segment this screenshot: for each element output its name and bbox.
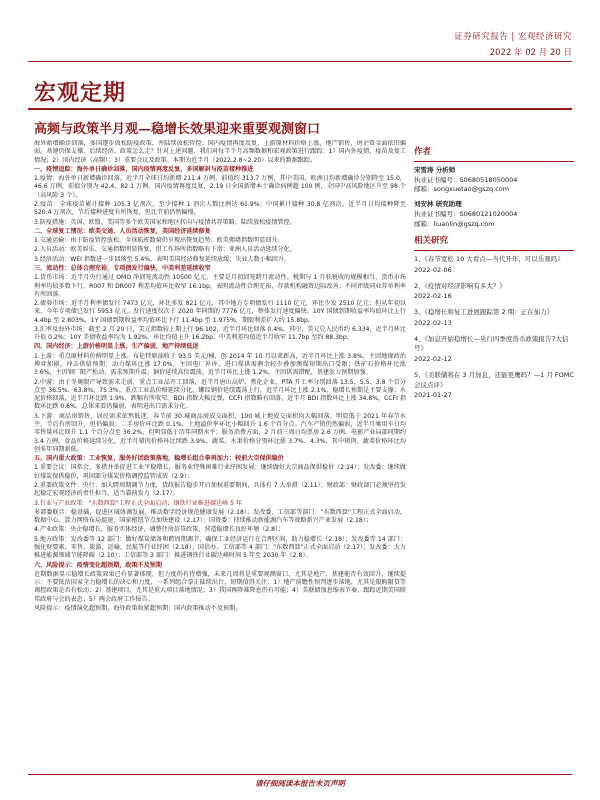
report-type: 证券研究报告 | 宏观经济研究 bbox=[454, 32, 572, 42]
related-report-date: 2022-02-13 bbox=[414, 318, 452, 327]
section-heading: 五、国内重大政策：工业恢复，服务好团政策落地，稳增长组合拳再加力；较前大宗保供稳价 bbox=[34, 455, 284, 463]
intro-paragraph: 海外新增确诊回落，多国逐步放松防疫政策，并陆续放松管控；国内疫情再度反复，上游原材料价格上涨，地产销售，房企资金面依旧偏弱。基建仍保支撑，后续经济、政策怎么走？针对上述问题，我们对每半个月高频数据和宏观政策进行跟踪：1）国内外疫情，疫苗及复工情况；2）国内经济（高频）；3）重要会议及政策。本期为近半月（2022.2.8~2.20）以来的数据跟踪。 bbox=[34, 140, 406, 164]
related-report-date: 2022-02-06 bbox=[414, 265, 452, 274]
related-report-link[interactable]: 5、《美联储将在 3 月加息，还能更鹰吗？—1 月 FOMC 会议点评》 bbox=[414, 370, 574, 389]
main-body bbox=[34, 140, 406, 758]
body-paragraph: 2.人员活动：欧美娱乐、交通指数明显恢复，但工作场所指数略有下滑；亚洲人员活动延续分化。 bbox=[34, 246, 296, 254]
body-paragraph: 2.中游：由于冬奥限产导致需求走弱，重点工业品开工回落，近半月唐山高炉、焦化企业、PTA 开工率分别回落 13.5、5.5、3.8 个百分点至 36.5%、63.8%、75.3%。重点工业品价格延续分化，螺纹钢价延续震荡上行，近半月环比上涨 2.1%，稳增长预期是主要支撑；水泥价格回落，近半月环比跌 1.9%，跌幅有所收窄。BDI 指数大幅反弹，CCFI 指数略有回落，近半月 BDI 指数环比上涨 34.8%，CCFI 指数环比跌 0.6%，总体来看仍偏弱，表明进出口需求分化。 bbox=[34, 378, 406, 411]
risk-paragraph: 风险提示：疫情演化超预期、海外政策收紧超预期；国内政策推动不及预期。 bbox=[34, 604, 242, 612]
footer-divider bbox=[28, 774, 572, 775]
body-paragraph: 2.疫苗：全球疫苗累计接种 105.3 亿剂次，至少接种 1 剂次人数比例达 61.9%；中国累计接种 30.8 亿剂次，近半月日均接种降至 520.4 万剂次，节后接种进度有所恢复，但比节前仍然偏慢。 bbox=[34, 200, 406, 217]
body-paragraph: 1.上游：重点原材料价格明显上涨。布伦特原油收于 93.5 美元/桶，创 2014 年 10 月以来新高，近半月环比上涨 3.8%，主因地缘政治博弈加剧，冲击供给预期；动力煤环比涨 17.0%，主因电厂补库，进口煤供需剩余较少叠加澳煤短期出口受限；铁矿石价格环比涨 3.6%，主因钢厂限产松动，需求预期升温；铜价延续高位震荡，近半月环比上涨 1.2%，主因供需错配、基建发力预期加强。 bbox=[34, 352, 406, 377]
author-email[interactable]: 邮箱：songxuetao@gszq.com bbox=[414, 185, 510, 194]
related-report-date: 2022-02-16 bbox=[414, 292, 452, 301]
disclaimer-footer: 请仔细阅读本报告末页声明 bbox=[255, 779, 345, 788]
section-heading: 一、疫情追踪：海外单日确诊回落，国内疫情再度反复，多国解封与疫苗接种推进 bbox=[34, 165, 254, 173]
author-heading: 作者 bbox=[414, 146, 574, 162]
body-paragraph: 3.下游：商品房销售，居民需求依然低迷，春节前 30 城商品房成交面积、100 城土地成交面积均大幅回落，明显低于 2021 年春节水平，节后有所回升，但仍偏弱；二手房价环比跌 0.1%，土地溢价率环比小幅回升 1.6 个百分点。汽车产销仍然偏弱，近半月乘用车日均零售量环比回升 1.1 个百分点至 36.2%，但明显低于历年同期水平；服务消费方面，2 月前三周日均票房 2.6 万例，电影产业局部同期约 3.4 万例。食品价格延续分化，近半月猪肉价格环比续跌 3.9%，蔬菜、水果价格分别环比涨 3.7%、4.3%，其中猪肉、蔬菜价格环比均创多年同期新低。 bbox=[34, 412, 406, 453]
body-paragraph: 3.经济活动：WEI 指数进一步回落至 5.4%，表明美国经济修复延续放缓；失业人数小幅回升。 bbox=[34, 255, 291, 263]
body-paragraph: 2.重要政策文件：央行：加大跨周期调节力度，货政报告稳步开启加权重要期间，具体有 7 大举措（2.11）；财政部：财政部门必须坚持发起稳定宏观经济的责任担当，适当靠前发力（2.17）； bbox=[34, 481, 406, 498]
author-cert: 执业证书编号：S0680518050004 bbox=[414, 175, 518, 184]
sidebar bbox=[414, 140, 574, 407]
body-paragraph: 4.产业政策：央企稳增长，服务实体经济，调整住房信贷政策，营造稳增长良好环境（2.8）； bbox=[34, 526, 285, 534]
body-paragraph: 3.防疫措施：英国、欧盟、美国等多个欧美国家和地区转向与疫情共存策略，陆续放松疫情管控。 bbox=[34, 218, 296, 226]
section-heading: 四、国内经济：上游价格明显上涨，生产偏弱，地产持续低迷 bbox=[34, 343, 199, 351]
related-report-date: 2021-01-27 bbox=[414, 391, 452, 400]
author-name: 宋雪涛 分析师 bbox=[414, 165, 456, 174]
body-paragraph: 多部委联合：稳基础，促进区域协调发展、推动数字经济规范健康发展（2.18）；发改委、工信部等部门："东数西算"工程正式全面启动，数据中心、算力网络布局提速，国家枢纽节点加快建设（2.17）；国资委：持续推动新能源汽车等战略新兴产业发展（2.18）； bbox=[34, 508, 406, 525]
title-divider bbox=[28, 108, 572, 110]
page-title: 宏观定期 bbox=[34, 80, 127, 106]
section-heading: 二、全球复工情况：欧美交通、人员活动恢复，美国经济延续修复 bbox=[34, 227, 211, 235]
body-paragraph: 近期数据显示稳增长政策效果已有显著体现，但力度仍有待增强，未来几周将是重要观测窗口，尤其是地产、基建能否有效回升，继续提示：不要低估国家全力稳增长的决心和力度，一系列组合拳正陆续出台，短期值得关注：1）地产前瞻性预判逐步落地，尤其是限购限贷等调控政策是否有松动；2）基建项目，尤其是重大项目落地情况；3）我国再降准降息仍有可能；4）美联储加息缩表节奏、跟踪近期美国联邦政府与会的表态；5）两会政府工作报告。 bbox=[34, 570, 406, 603]
header-divider bbox=[28, 61, 572, 62]
author-cert: 执业证书编号：S0680121020004 bbox=[414, 209, 518, 218]
body-paragraph: 1.交通运输：由于防疫管控放松，全球航班数量仍呈现出恢复趋势；欧美拥堵指数明显回升。 bbox=[34, 237, 284, 245]
report-headline: 高频与政策半月观—稳增长效果迎来重要观测窗口 bbox=[34, 122, 321, 137]
author-block bbox=[414, 166, 574, 230]
related-report-link[interactable]: 3、《稳增长和复工进展跟踪第 2 期：正在加力》 bbox=[414, 308, 554, 316]
body-paragraph: 1.货币市场：近半月央行通过 OMO 净回笼流动性 10500 亿元，主要是月初回笼跨月流动性。税期与 1 月获税收的规模相当，货币市场利率均值多数下行，R007 和 DR007 利差均值环比收窄 16.1bp，表明流动性合理充裕，存款机构融资边际改善；不同评级同业存单利率有所回落。 bbox=[34, 274, 406, 298]
body-paragraph: 1.重要会议：国常会，多措并举促进工业平稳增长，服务业特殊困难行业纾困发展；继续做好大宗商品保供稳价（2.14）；发改委：继续做好煤炭保供稳价，巩固部分煤炭价格调控监管成效（2.9）； bbox=[34, 464, 406, 480]
body-paragraph: 3.汇率及海外市场：截至 2 月 20 日，美元指数较上期上行 96.102，近半月环比回落 0.4%，其中，美元兑人民币约 6.334，近半月环比升值 0.2%；10Y 美债收益率均为 1.92%，环比均值上升 16.2bp，中美利差均值近半月收窄 11.7bp 至约 88.3bp。 bbox=[34, 325, 406, 342]
related-report-link[interactable]: 2、《疫情对经济影响有多大？》 bbox=[414, 281, 506, 290]
body-paragraph: 2.债券市场：近半月利率债发行 7473 亿元，环比多发 821 亿元，其中地方专项债发行 1110 亿元，环比少发 2510 亿元；但从年初以来，今年专项债已发行 5953 亿元，发行速度仅次于 2020 年同期的 7776 亿元，整体发行速度偏快。10Y 国债到期收益率均值环比上行 4.4bp 至 2.803%，1Y 国债到期收益率均值环比下行 11.4bp 至 1.975%，期限利差扩大约 15.8bp。 bbox=[34, 300, 406, 324]
related-report-date: 2022-02-12 bbox=[414, 355, 452, 363]
report-date: 2022 年 02 月 20 日 bbox=[489, 48, 572, 58]
body-paragraph: 5.地方政策：发改委等 12 部门：做好煤炭储备和跨周期调节，确保工业经济运行在合理区间，助力稳增长（2.18）；发改委等 14 部门：强化财要素，零售、旅游、运输、民航等行业纾困（2.18）；国信办、工信部等 4 部门："东数西算"正式全面启动（2.17）；发改委：大力推进能源领域节能降碳（2.10）；工信部等 3 部门：推进钢铁行业碳达峰时间 5 年至 2030 年（2.8）。 bbox=[34, 535, 406, 560]
author-name: 刘安林 研究助理 bbox=[414, 200, 462, 208]
related-report-link[interactable]: 1、《春节宽松 10 大看点—当代开年，可以乐观吗》 bbox=[414, 255, 564, 263]
author-email[interactable]: 邮箱：liuanlin@gszq.com bbox=[414, 219, 495, 228]
section-heading: 六、风险提示：疫情变化超预期，政策不及预期 bbox=[34, 561, 162, 569]
section-heading: 三、流动性：总体合理充裕，专项债发行偏快，中美利差延续收窄 bbox=[34, 264, 211, 272]
related-report-link[interactable]: 4、《加息开始稳增长—央行四季度货币政策报告7大信号》 bbox=[414, 334, 569, 353]
body-paragraph: 3.行业与产业政策："东数西算"工程正式全面启动；钢铁行业推进碳达峰 5 年 bbox=[34, 499, 243, 507]
body-paragraph: 1.疫情：海外单日新增确诊回落，近半月全球日均新增 211.4 万例，前值约 313.7 万例，其中美国、欧洲日均新增确诊分别降至 15.0、46.6 万例，前值分别为 42.4、82.1 万例。国内疫情再度反复，2.19 日全国新增本土确诊病例超 100 例，全国中高风险地区升至 98 个（高风险 3 个）。 bbox=[34, 175, 406, 199]
related-heading: 相关研究 bbox=[414, 235, 574, 251]
